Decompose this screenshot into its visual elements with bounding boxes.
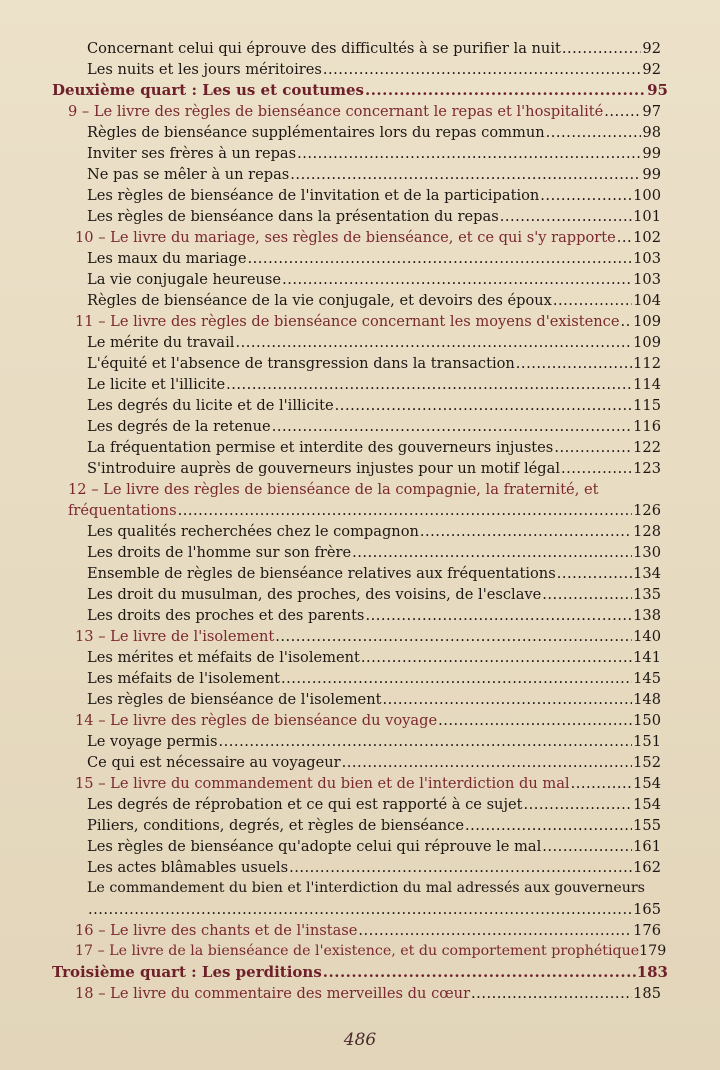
dot-leader bbox=[500, 206, 632, 227]
toc-entry bbox=[87, 332, 661, 353]
toc-entry-title: Les degrés de la retenue bbox=[87, 418, 271, 435]
dot-leader bbox=[289, 857, 632, 878]
toc-entry-page: 99 bbox=[642, 145, 661, 162]
toc-entry-title: 14 – Le livre des règles de bienséance du voyage bbox=[75, 712, 438, 729]
dot-leader bbox=[471, 983, 632, 1004]
toc-chapter bbox=[75, 983, 661, 1004]
toc-entry bbox=[87, 458, 661, 479]
dot-leader bbox=[553, 290, 632, 311]
toc-entry-page: 134 bbox=[633, 565, 661, 582]
toc-entry bbox=[87, 437, 661, 458]
dot-leader bbox=[617, 227, 632, 248]
toc-entry-title: Ne pas se mêler à un repas bbox=[87, 166, 290, 183]
toc-entry bbox=[87, 584, 661, 605]
toc-chapter-line1: 12 – Le livre des règles de bienséance de la compagnie, la fraternité, et bbox=[68, 481, 599, 498]
toc-entry-title: 15 – Le livre du commandement du bien et de l'interdiction du mal bbox=[75, 775, 570, 792]
toc-entry bbox=[87, 59, 661, 80]
dot-leader bbox=[219, 731, 633, 752]
toc-entry-page: 109 bbox=[633, 334, 661, 351]
toc-entry bbox=[87, 794, 661, 815]
page-number: 486 bbox=[343, 1030, 377, 1050]
toc-entry-page: 135 bbox=[633, 586, 661, 603]
toc-entry-title: 9 – Le livre des règles de bienséance concernant le repas et l'hospitalité bbox=[68, 103, 604, 120]
toc-entry-page: 97 bbox=[642, 103, 661, 120]
toc-entry-title: Les mérites et méfaits de l'isolement bbox=[87, 649, 360, 666]
toc-entry-page: 109 bbox=[633, 313, 661, 330]
dot-leader bbox=[382, 689, 632, 710]
toc-entry-title: Ce qui est nécessaire au voyageur bbox=[87, 754, 341, 771]
toc-entry bbox=[87, 752, 661, 773]
toc-entry-title: Deuxième quart : Les us et coutumes bbox=[52, 81, 364, 99]
toc-entry-title: La fréquentation permise et interdite des gouverneurs injustes bbox=[87, 439, 554, 456]
dot-leader bbox=[235, 332, 632, 353]
toc-entry bbox=[87, 206, 661, 227]
toc-entry bbox=[87, 689, 661, 710]
toc-entry-title: Les règles de bienséance dans la présentation du repas bbox=[87, 208, 499, 225]
toc-entry bbox=[87, 38, 661, 59]
toc-entry bbox=[87, 542, 661, 563]
toc-chapter bbox=[75, 920, 661, 941]
dot-leader bbox=[604, 101, 641, 122]
toc-entry-page: 102 bbox=[633, 229, 661, 246]
toc-entry-title: fréquentations bbox=[68, 502, 177, 519]
toc-entry-title: Le licite et l'illicite bbox=[87, 376, 226, 393]
toc-entry bbox=[87, 731, 661, 752]
toc-chapter bbox=[68, 101, 661, 122]
toc-entry-title: Les méfaits de l'isolement bbox=[87, 670, 280, 687]
toc-entry-title: Les règles de bienséance qu'adopte celui qui réprouve le mal bbox=[87, 838, 542, 855]
toc-entry bbox=[87, 563, 661, 584]
toc-entry bbox=[87, 395, 661, 416]
toc-part-heading bbox=[52, 962, 668, 983]
toc-entry-page: 104 bbox=[633, 292, 661, 309]
toc-entry bbox=[87, 185, 661, 206]
toc-entry-page: 98 bbox=[642, 124, 661, 141]
toc-entry bbox=[87, 668, 661, 689]
toc-entry-page: 112 bbox=[633, 355, 661, 372]
toc-chapter bbox=[75, 773, 661, 794]
toc-entry-page: 126 bbox=[633, 502, 661, 519]
toc-entry-title: 10 – Le livre du mariage, ses règles de bienséance, et ce qui s'y rapporte bbox=[75, 229, 616, 246]
toc-entry-title: L'équité et l'absence de transgression dans la transaction bbox=[87, 355, 515, 372]
toc-entry-page: 154 bbox=[633, 775, 661, 792]
toc-chapter bbox=[68, 500, 661, 521]
toc-entry bbox=[87, 857, 661, 878]
toc-entry-page: 140 bbox=[633, 628, 661, 645]
toc-entry-page: 100 bbox=[633, 187, 661, 204]
toc-entry-title: Les maux du mariage bbox=[87, 250, 247, 267]
toc-entry-page: 92 bbox=[642, 61, 661, 78]
toc-chapter bbox=[75, 626, 661, 647]
toc-chapter bbox=[75, 311, 661, 332]
toc-entry-page: 128 bbox=[633, 523, 661, 540]
toc-entry bbox=[87, 521, 661, 542]
toc-entry-page: 99 bbox=[642, 166, 661, 183]
dot-leader bbox=[335, 395, 632, 416]
toc-chapter bbox=[75, 710, 661, 731]
toc-entry bbox=[87, 605, 661, 626]
toc-entry-title: Les nuits et les jours méritoires bbox=[87, 61, 322, 78]
toc-entry bbox=[87, 143, 661, 164]
toc-chapter bbox=[75, 941, 667, 962]
toc-entry-title: Les droits de l'homme sur son frère bbox=[87, 544, 352, 561]
toc-entry-page: 141 bbox=[633, 649, 661, 666]
toc-entry-title: Les règles de bienséance de l'invitation et de la participation bbox=[87, 187, 540, 204]
toc-entry-page: 183 bbox=[636, 963, 668, 981]
dot-leader bbox=[542, 836, 632, 857]
dot-leader bbox=[465, 815, 632, 836]
toc-entry-page: 122 bbox=[633, 439, 661, 456]
dot-leader bbox=[554, 437, 632, 458]
toc-entry-page: 161 bbox=[633, 838, 661, 855]
toc-entry-page: 145 bbox=[633, 670, 661, 687]
toc-entry-page: 179 bbox=[639, 943, 667, 959]
toc-entry bbox=[87, 836, 661, 857]
dot-leader bbox=[438, 710, 632, 731]
toc-entry-title: 13 – Le livre de l'isolement bbox=[75, 628, 275, 645]
dot-leader bbox=[361, 647, 632, 668]
toc-entry-page: 154 bbox=[633, 796, 661, 813]
dot-leader bbox=[358, 920, 632, 941]
dot-leader bbox=[561, 458, 632, 479]
dot-leader bbox=[571, 773, 633, 794]
dot-leader bbox=[542, 584, 632, 605]
toc-entry-title: 16 – Le livre des chants et de l'instase bbox=[75, 922, 358, 939]
toc-entry-page: 165 bbox=[633, 901, 661, 918]
dot-leader bbox=[352, 542, 632, 563]
dot-leader bbox=[272, 416, 632, 437]
toc-entry-page: 138 bbox=[633, 607, 661, 624]
toc-entry bbox=[87, 269, 661, 290]
toc-entry bbox=[87, 164, 661, 185]
toc-entry bbox=[87, 353, 661, 374]
dot-leader bbox=[248, 248, 633, 269]
toc-entry bbox=[87, 416, 661, 437]
dot-leader bbox=[365, 605, 632, 626]
dot-leader bbox=[557, 563, 632, 584]
toc-entry-page: 185 bbox=[633, 985, 661, 1002]
toc-entry-title: 17 – Le livre de la bienséance de l'existence, et du comportement prophétique bbox=[75, 943, 640, 959]
toc-entry bbox=[87, 248, 661, 269]
toc-entry-title: Les degrés de réprobation et ce qui est rapporté à ce sujet bbox=[87, 796, 523, 813]
toc-entry-page: 103 bbox=[633, 250, 661, 267]
dot-leader bbox=[562, 38, 642, 59]
toc-entry-page: 101 bbox=[633, 208, 661, 225]
toc-entry-page: 150 bbox=[633, 712, 661, 729]
toc-chapter bbox=[75, 227, 661, 248]
toc-entry bbox=[87, 647, 661, 668]
toc-entry-page: 151 bbox=[633, 733, 661, 750]
toc-entry-page: 116 bbox=[633, 418, 661, 435]
toc-entry-title: Les règles de bienséance de l'isolement bbox=[87, 691, 382, 708]
toc-entry-title: Piliers, conditions, degrés, et règles de bienséance bbox=[87, 817, 464, 834]
toc-entry-line1: Le commandement du bien et l'interdiction du mal adressés aux gouverneurs bbox=[87, 880, 645, 896]
dot-leader bbox=[226, 374, 632, 395]
toc-entry-title: Troisième quart : Les perditions bbox=[52, 963, 322, 981]
dot-leader bbox=[546, 122, 642, 143]
toc-entry-title: Ensemble de règles de bienséance relatives aux fréquentations bbox=[87, 565, 556, 582]
dot-leader bbox=[420, 521, 632, 542]
dot-leader bbox=[516, 353, 632, 374]
toc-entry-title: Les qualités recherchées chez le compagnon bbox=[87, 523, 419, 540]
toc-entry-page: 123 bbox=[633, 460, 661, 477]
toc-entry bbox=[87, 122, 661, 143]
toc-part-heading bbox=[52, 80, 668, 101]
dot-leader bbox=[290, 164, 641, 185]
toc-entry-page: 162 bbox=[633, 859, 661, 876]
dot-leader bbox=[365, 80, 646, 101]
toc-entry-page: 92 bbox=[642, 40, 661, 57]
toc-entry-page: 155 bbox=[633, 817, 661, 834]
dot-leader bbox=[523, 794, 632, 815]
toc-entry-title: Les actes blâmables usuels bbox=[87, 859, 289, 876]
toc-entry bbox=[87, 290, 661, 311]
toc-entry-page: 176 bbox=[633, 922, 661, 939]
dot-leader bbox=[275, 626, 632, 647]
toc-entry-title: 11 – Le livre des règles de bienséance concernant les moyens d'existence bbox=[75, 313, 620, 330]
dot-leader bbox=[297, 143, 641, 164]
dot-leader bbox=[178, 500, 633, 521]
dot-leader bbox=[88, 899, 632, 920]
toc-entry-title: Les droit du musulman, des proches, des voisins, de l'esclave bbox=[87, 586, 542, 603]
toc-entry-title: Les droits des proches et des parents bbox=[87, 607, 365, 624]
toc-entry-title: 18 – Le livre du commentaire des merveilles du cœur bbox=[75, 985, 471, 1002]
toc-entry-title: Inviter ses frères à un repas bbox=[87, 145, 297, 162]
toc-entry-page: 114 bbox=[633, 376, 661, 393]
toc-entry-page: 130 bbox=[633, 544, 661, 561]
toc-entry-title: Concernant celui qui éprouve des difficultés à se purifier la nuit bbox=[87, 40, 561, 57]
dot-leader bbox=[282, 269, 632, 290]
dot-leader bbox=[342, 752, 633, 773]
toc-entry-page: 95 bbox=[647, 81, 668, 99]
toc-entry-title: Règles de bienséance supplémentaires lors du repas commun bbox=[87, 124, 545, 141]
dot-leader bbox=[323, 59, 642, 80]
dot-leader bbox=[620, 311, 632, 332]
toc-entry bbox=[87, 815, 661, 836]
toc-entry bbox=[87, 374, 661, 395]
toc-entry-title: Le voyage permis bbox=[87, 733, 218, 750]
toc-entry-page: 152 bbox=[633, 754, 661, 771]
dot-leader bbox=[323, 962, 636, 983]
toc-entry-title: Règles de bienséance de la vie conjugale, et devoirs des époux bbox=[87, 292, 552, 309]
dot-leader bbox=[281, 668, 632, 689]
toc-entry-page: 115 bbox=[633, 397, 661, 414]
toc-entry-page: 103 bbox=[633, 271, 661, 288]
toc-entry-title: Le mérite du travail bbox=[87, 334, 235, 351]
toc-entry-title: La vie conjugale heureuse bbox=[87, 271, 282, 288]
toc-entry-page: 148 bbox=[633, 691, 661, 708]
dot-leader bbox=[540, 185, 632, 206]
toc-entry bbox=[87, 899, 661, 920]
toc-entry-title: S'introduire auprès de gouverneurs injustes pour un motif légal bbox=[87, 460, 560, 477]
toc-entry-title: Les degrés du licite et de l'illicite bbox=[87, 397, 334, 414]
